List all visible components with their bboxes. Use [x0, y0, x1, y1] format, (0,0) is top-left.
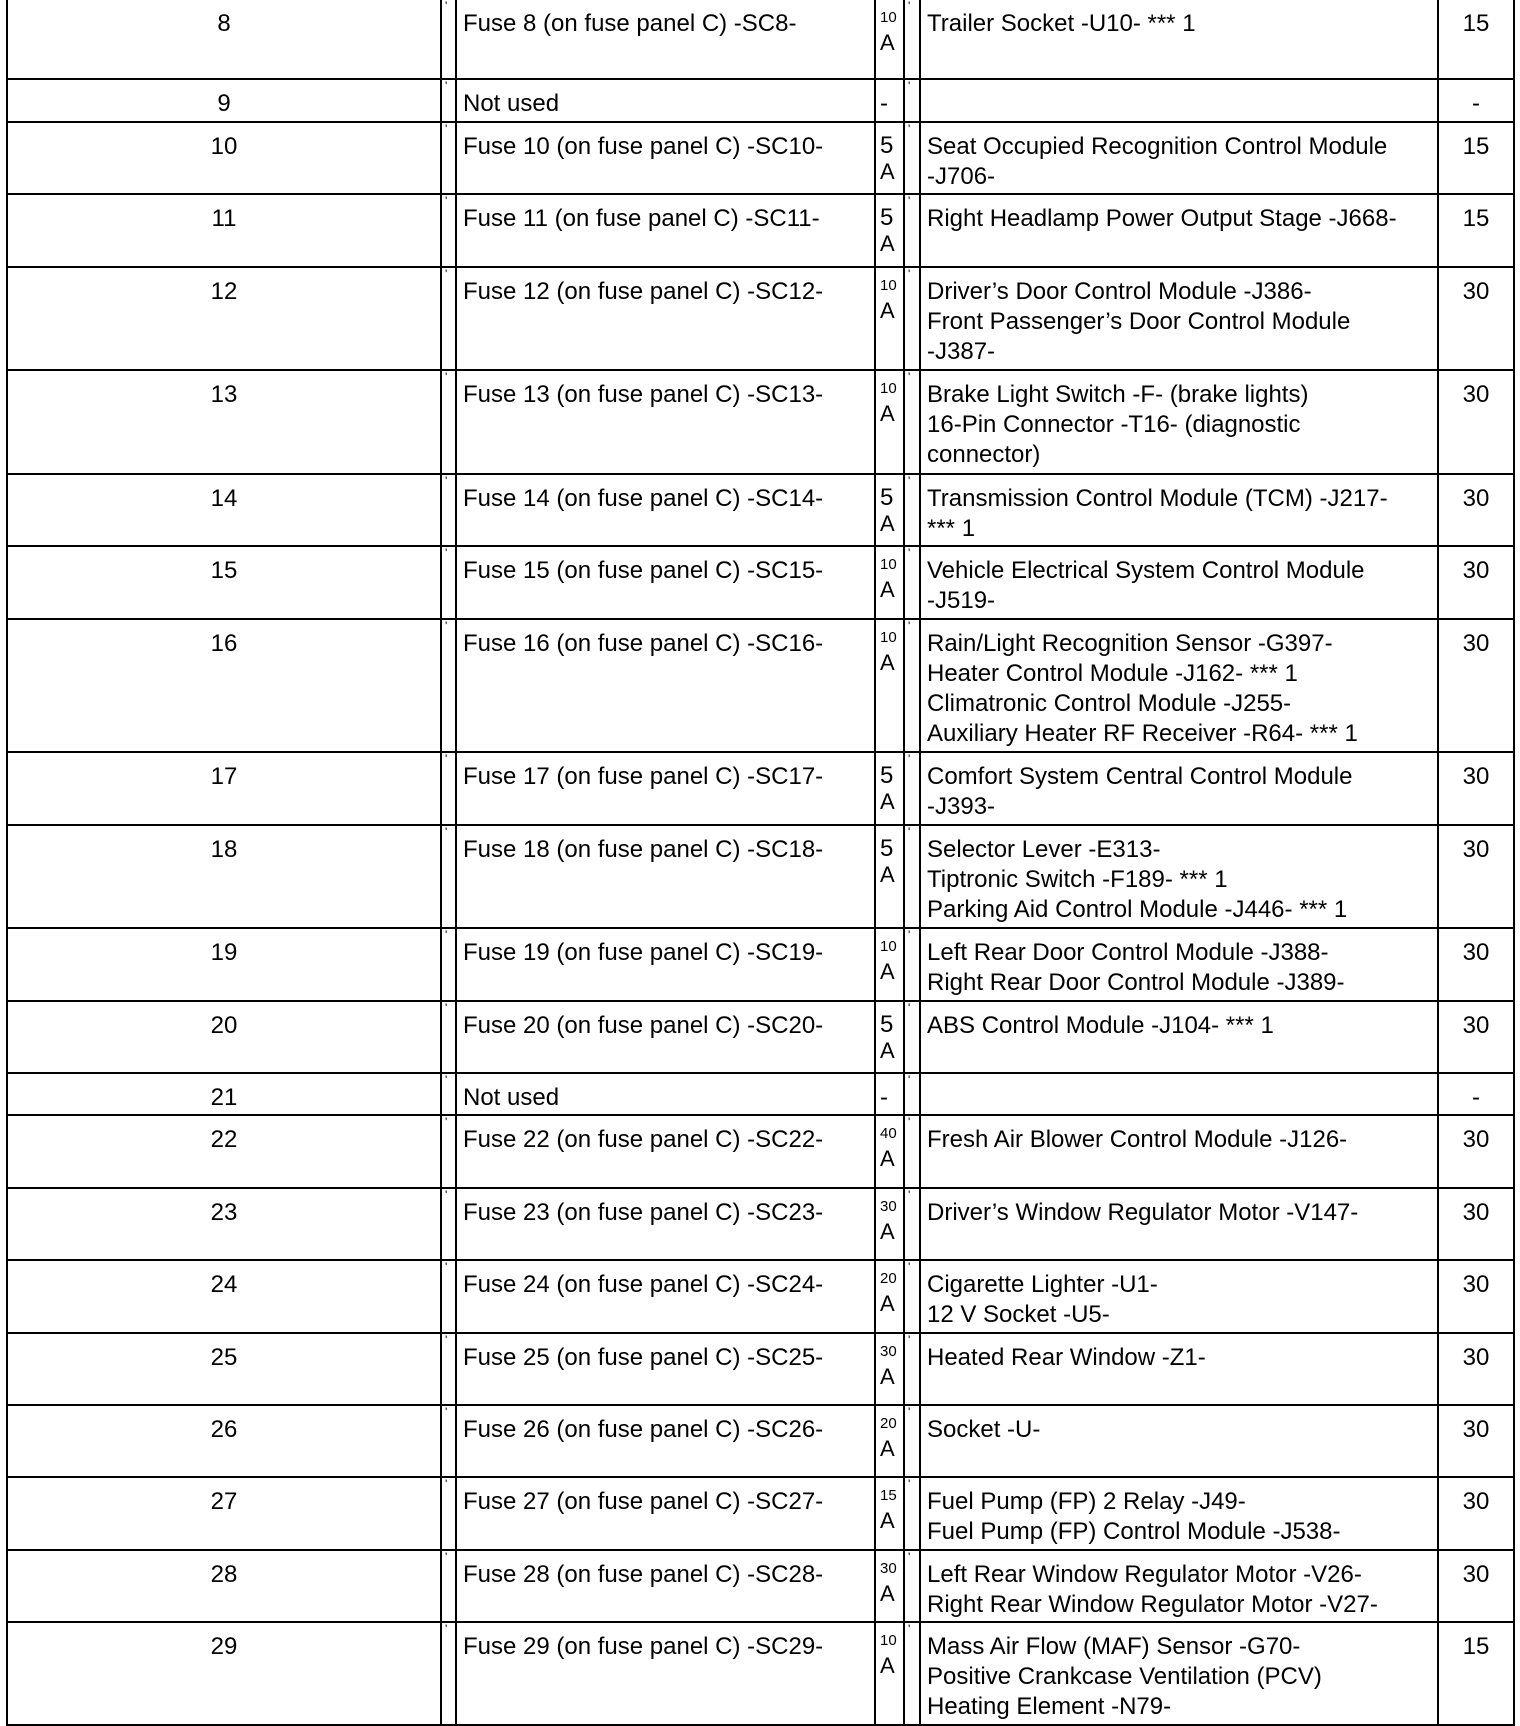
amperage-value: 30 — [880, 1197, 897, 1215]
component-line: 12 V Socket -U5- — [927, 1301, 1110, 1329]
fuse-number: 16 — [7, 619, 441, 753]
amperage-value: 10 — [880, 276, 897, 294]
cell-marker: ' — [441, 1001, 456, 1073]
cell-marker: ' — [441, 1622, 456, 1725]
table-row — [7, 122, 1514, 194]
terminal: 15 — [1438, 1622, 1514, 1725]
terminal: 30 — [1438, 825, 1514, 929]
component-line: Seat Occupied Recognition Control Module — [927, 132, 1388, 160]
terminal: 30 — [1438, 1333, 1514, 1405]
component-line: Trailer Socket -U10- *** 1 — [927, 10, 1196, 37]
table-row — [7, 1115, 1514, 1187]
component-line: Left Rear Window Regulator Motor -V26- — [927, 1560, 1362, 1588]
component-line: Socket -U- — [927, 1415, 1041, 1443]
protected-components — [920, 1333, 1438, 1405]
fuse-number: 28 — [7, 1550, 441, 1622]
cell-marker: ' — [441, 1260, 456, 1332]
cell-marker: ' — [904, 79, 920, 121]
protected-components — [920, 752, 1438, 824]
terminal: 30 — [1438, 1115, 1514, 1187]
fuse-description: Fuse 11 (on fuse panel C) -SC11- — [456, 194, 875, 266]
fuse-number: 27 — [7, 1477, 441, 1549]
cell-marker: ' — [904, 1188, 920, 1260]
amperage-unit: A — [880, 1037, 895, 1063]
cell-marker: ' — [904, 1622, 920, 1725]
cell-marker: ' — [441, 474, 456, 546]
amperage-value: 15 — [880, 1487, 897, 1505]
table-row — [7, 1188, 1514, 1260]
amperage-unit: A — [880, 1508, 895, 1534]
amperage-value: 5 — [880, 483, 894, 511]
table-row — [7, 619, 1514, 753]
table-row — [7, 825, 1514, 929]
fuse-table-body — [7, 0, 1514, 1725]
component-line: Brake Light Switch -F- (brake lights) — [927, 381, 1309, 409]
amperage-unit: A — [880, 1363, 895, 1389]
fuse-description: Fuse 8 (on fuse panel C) -SC8- — [456, 0, 875, 79]
fuse-number: 19 — [7, 928, 441, 1000]
protected-components — [920, 1622, 1438, 1725]
protected-components — [920, 370, 1438, 474]
fuse-amperage — [875, 1333, 904, 1405]
cell-marker: ' — [904, 0, 920, 79]
table-row — [7, 1477, 1514, 1549]
fuse-description: Not used — [456, 79, 875, 121]
fuse-number: 8 — [7, 0, 441, 79]
amperage-unit: A — [880, 789, 895, 815]
component-line: Tiptronic Switch -F189- *** 1 — [927, 865, 1228, 893]
amperage-value: 10 — [880, 1632, 897, 1650]
amperage-value: 10 — [880, 938, 897, 956]
component-line: Right Rear Door Control Module -J389- — [927, 969, 1345, 997]
fuse-description: Fuse 17 (on fuse panel C) -SC17- — [456, 752, 875, 824]
terminal: 30 — [1438, 1260, 1514, 1332]
protected-components — [920, 79, 1438, 121]
fuse-description: Fuse 26 (on fuse panel C) -SC26- — [456, 1405, 875, 1477]
amperage-value: 20 — [880, 1270, 897, 1288]
cell-marker: ' — [904, 1333, 920, 1405]
cell-marker: ' — [904, 122, 920, 194]
fuse-number: 18 — [7, 825, 441, 929]
component-line: Driver’s Window Regulator Motor -V147- — [927, 1198, 1359, 1226]
protected-components — [920, 1405, 1438, 1477]
cell-marker: ' — [904, 1115, 920, 1187]
cell-marker: ' — [904, 194, 920, 266]
fuse-description: Fuse 13 (on fuse panel C) -SC13- — [456, 370, 875, 474]
fuse-description: Fuse 19 (on fuse panel C) -SC19- — [456, 928, 875, 1000]
fuse-number: 14 — [7, 474, 441, 546]
component-line: Vehicle Electrical System Control Module — [927, 557, 1365, 585]
amperage-value: 10 — [880, 628, 897, 646]
fuse-amperage — [875, 825, 904, 929]
component-line: Fresh Air Blower Control Module -J126- — [927, 1126, 1348, 1154]
table-row — [7, 194, 1514, 266]
protected-components — [920, 825, 1438, 929]
terminal: 30 — [1438, 1001, 1514, 1073]
fuse-description: Fuse 18 (on fuse panel C) -SC18- — [456, 825, 875, 929]
terminal: 30 — [1438, 1188, 1514, 1260]
component-line: Cigarette Lighter -U1- — [927, 1271, 1158, 1299]
component-line: Front Passenger’s Door Control Module — [927, 307, 1351, 335]
fuse-number: 15 — [7, 546, 441, 618]
protected-components — [920, 546, 1438, 618]
amperage-unit: A — [880, 1218, 895, 1244]
table-row — [7, 752, 1514, 824]
fuse-description: Fuse 22 (on fuse panel C) -SC22- — [456, 1115, 875, 1187]
table-row — [7, 546, 1514, 618]
fuse-description: Fuse 29 (on fuse panel C) -SC29- — [456, 1622, 875, 1725]
fuse-description: Fuse 10 (on fuse panel C) -SC10- — [456, 122, 875, 194]
protected-components — [920, 194, 1438, 266]
table-row — [7, 370, 1514, 474]
table-row — [7, 1001, 1514, 1073]
fuse-description: Not used — [456, 1073, 875, 1115]
protected-components — [920, 1073, 1438, 1115]
table-row — [7, 0, 1514, 79]
amperage-unit: A — [880, 1653, 895, 1679]
amperage-value: 30 — [880, 1342, 897, 1360]
fuse-number: 25 — [7, 1333, 441, 1405]
fuse-description: Fuse 28 (on fuse panel C) -SC28- — [456, 1550, 875, 1622]
fuse-amperage — [875, 1622, 904, 1725]
protected-components — [920, 122, 1438, 194]
terminal: 15 — [1438, 122, 1514, 194]
component-line: -J706- — [927, 162, 996, 190]
component-line: Right Headlamp Power Output Stage -J668- — [927, 205, 1397, 233]
cell-marker: ' — [441, 752, 456, 824]
fuse-description: Fuse 16 (on fuse panel C) -SC16- — [456, 619, 875, 753]
component-line: Heater Control Module -J162- *** 1 — [927, 659, 1298, 687]
terminal: 30 — [1438, 1477, 1514, 1549]
component-line: 16-Pin Connector -T16- (diagnostic — [927, 411, 1301, 439]
fuse-amperage — [875, 0, 904, 79]
fuse-description: Fuse 12 (on fuse panel C) -SC12- — [456, 267, 875, 371]
cell-marker: ' — [441, 1550, 456, 1622]
table-row — [7, 474, 1514, 546]
terminal: 30 — [1438, 928, 1514, 1000]
cell-marker: ' — [441, 1477, 456, 1549]
cell-marker: ' — [441, 122, 456, 194]
amperage-unit: A — [880, 649, 895, 675]
protected-components — [920, 0, 1438, 79]
component-line: -J393- — [927, 793, 996, 821]
protected-components — [920, 619, 1438, 753]
table-row — [7, 928, 1514, 1000]
amperage-value: 5 — [880, 1010, 894, 1038]
protected-components — [920, 267, 1438, 371]
amperage-value: 10 — [880, 380, 897, 398]
fuse-description: Fuse 14 (on fuse panel C) -SC14- — [456, 474, 875, 546]
amperage-value: 40 — [880, 1125, 897, 1143]
amperage-unit: A — [880, 1435, 895, 1461]
cell-marker: ' — [904, 928, 920, 1000]
amperage-value: 20 — [880, 1414, 897, 1432]
terminal: 30 — [1438, 752, 1514, 824]
terminal: - — [1438, 1073, 1514, 1115]
amperage-unit: A — [880, 1146, 895, 1172]
amperage-unit: A — [880, 231, 895, 257]
amperage-unit: A — [880, 297, 895, 323]
fuse-description: Fuse 23 (on fuse panel C) -SC23- — [456, 1188, 875, 1260]
table-row — [7, 1622, 1514, 1725]
component-line: ABS Control Module -J104- *** 1 — [927, 1011, 1274, 1039]
amperage-value: 5 — [880, 834, 894, 862]
amperage-value: 10 — [880, 556, 897, 574]
terminal: 30 — [1438, 546, 1514, 618]
amperage-unit: A — [880, 510, 895, 536]
fuse-amperage — [875, 370, 904, 474]
cell-marker: ' — [904, 1405, 920, 1477]
component-line: *** 1 — [927, 514, 976, 542]
fuse-amperage — [875, 1260, 904, 1332]
amperage-unit: A — [880, 959, 895, 985]
amperage-unit: A — [880, 577, 895, 603]
fuse-amperage — [875, 1115, 904, 1187]
table-row — [7, 79, 1514, 121]
cell-marker: ' — [904, 1550, 920, 1622]
fuse-number: 13 — [7, 370, 441, 474]
cell-marker: ' — [441, 1115, 456, 1187]
component-line: Parking Aid Control Module -J446- *** 1 — [927, 895, 1348, 923]
component-line: Auxiliary Heater RF Receiver -R64- *** 1 — [927, 719, 1358, 747]
amperage-value: 5 — [880, 131, 894, 159]
component-line: Fuel Pump (FP) Control Module -J538- — [927, 1518, 1341, 1546]
terminal: 30 — [1438, 370, 1514, 474]
cell-marker: ' — [441, 370, 456, 474]
component-line: Transmission Control Module (TCM) -J217- — [927, 484, 1388, 512]
component-line: Selector Lever -E313- — [927, 835, 1161, 863]
cell-marker: ' — [441, 928, 456, 1000]
cell-marker: ' — [441, 267, 456, 371]
fuse-description: Fuse 27 (on fuse panel C) -SC27- — [456, 1477, 875, 1549]
table-row — [7, 1260, 1514, 1332]
cell-marker: ' — [904, 1260, 920, 1332]
fuse-description: Fuse 25 (on fuse panel C) -SC25- — [456, 1333, 875, 1405]
protected-components — [920, 474, 1438, 546]
fuse-number: 21 — [7, 1073, 441, 1115]
amperage-unit: A — [880, 30, 895, 55]
fuse-amperage — [875, 267, 904, 371]
protected-components — [920, 1115, 1438, 1187]
component-line: -J387- — [927, 337, 996, 365]
cell-marker: ' — [904, 1073, 920, 1115]
table-row — [7, 267, 1514, 371]
component-line: Climatronic Control Module -J255- — [927, 689, 1292, 717]
component-line: Positive Crankcase Ventilation (PCV) — [927, 1663, 1322, 1691]
cell-marker: ' — [904, 752, 920, 824]
amperage-value: 5 — [880, 762, 894, 790]
fuse-amperage — [875, 122, 904, 194]
table-row — [7, 1073, 1514, 1115]
amperage-value: 10 — [880, 9, 897, 26]
cell-marker: ' — [904, 267, 920, 371]
terminal: 30 — [1438, 1405, 1514, 1477]
fuse-amperage — [875, 1550, 904, 1622]
protected-components — [920, 1260, 1438, 1332]
cell-marker: ' — [441, 1333, 456, 1405]
cell-marker: ' — [441, 1188, 456, 1260]
cell-marker: ' — [904, 619, 920, 753]
cell-marker: ' — [904, 1001, 920, 1073]
fuse-amperage — [875, 928, 904, 1000]
cell-marker: ' — [441, 1073, 456, 1115]
component-line: Mass Air Flow (MAF) Sensor -G70- — [927, 1633, 1301, 1661]
terminal: 30 — [1438, 474, 1514, 546]
terminal: 15 — [1438, 194, 1514, 266]
protected-components — [920, 1477, 1438, 1549]
cell-marker: ' — [904, 370, 920, 474]
cell-marker: ' — [441, 546, 456, 618]
fuse-amperage — [875, 194, 904, 266]
cell-marker: ' — [904, 474, 920, 546]
fuse-amperage — [875, 1073, 904, 1115]
fuse-description: Fuse 24 (on fuse panel C) -SC24- — [456, 1260, 875, 1332]
fuse-number: 24 — [7, 1260, 441, 1332]
amperage-unit: A — [880, 1291, 895, 1317]
fuse-amperage — [875, 1001, 904, 1073]
component-line: Left Rear Door Control Module -J388- — [927, 939, 1329, 967]
fuse-amperage — [875, 1477, 904, 1549]
amperage-value: 30 — [880, 1559, 897, 1577]
protected-components — [920, 1001, 1438, 1073]
cell-marker: ' — [441, 619, 456, 753]
component-line: Comfort System Central Control Module — [927, 763, 1353, 791]
fuse-amperage — [875, 752, 904, 824]
fuse-number: 12 — [7, 267, 441, 371]
component-line: Fuel Pump (FP) 2 Relay -J49- — [927, 1488, 1246, 1516]
table-row — [7, 1333, 1514, 1405]
component-line: Right Rear Window Regulator Motor -V27- — [927, 1590, 1378, 1618]
fuse-number: 11 — [7, 194, 441, 266]
fuse-number: 20 — [7, 1001, 441, 1073]
cell-marker: ' — [441, 1405, 456, 1477]
protected-components — [920, 1550, 1438, 1622]
fuse-amperage — [875, 546, 904, 618]
amperage-unit: A — [880, 401, 895, 427]
fuse-amperage — [875, 474, 904, 546]
fuse-description: Fuse 15 (on fuse panel C) -SC15- — [456, 546, 875, 618]
cell-marker: ' — [904, 825, 920, 929]
terminal: 30 — [1438, 267, 1514, 371]
terminal: 30 — [1438, 619, 1514, 753]
fuse-amperage — [875, 1188, 904, 1260]
amperage-value: - — [880, 90, 888, 118]
cell-marker: ' — [441, 825, 456, 929]
fuse-number: 29 — [7, 1622, 441, 1725]
table-row — [7, 1550, 1514, 1622]
cell-marker: ' — [904, 1477, 920, 1549]
component-line: Heated Rear Window -Z1- — [927, 1343, 1206, 1371]
component-line: Driver’s Door Control Module -J386- — [927, 277, 1312, 305]
cell-marker: ' — [441, 0, 456, 79]
component-line: Rain/Light Recognition Sensor -G397- — [927, 629, 1333, 657]
fuse-number: 10 — [7, 122, 441, 194]
fuse-number: 9 — [7, 79, 441, 121]
component-line: -J519- — [927, 587, 996, 615]
fuse-amperage — [875, 79, 904, 121]
fuse-amperage — [875, 619, 904, 753]
amperage-value: 5 — [880, 204, 894, 232]
component-line: Heating Element -N79- — [927, 1693, 1172, 1721]
amperage-value: - — [880, 1084, 888, 1112]
fuse-number: 17 — [7, 752, 441, 824]
cell-marker: ' — [441, 194, 456, 266]
amperage-unit: A — [880, 1580, 895, 1606]
terminal: - — [1438, 79, 1514, 121]
fuse-number: 23 — [7, 1188, 441, 1260]
component-line: connector) — [927, 441, 1041, 469]
fuse-amperage — [875, 1405, 904, 1477]
fuse-number: 22 — [7, 1115, 441, 1187]
amperage-unit: A — [880, 861, 895, 887]
cell-marker: ' — [904, 546, 920, 618]
fuse-number: 26 — [7, 1405, 441, 1477]
amperage-unit: A — [880, 158, 895, 184]
fuse-description: Fuse 20 (on fuse panel C) -SC20- — [456, 1001, 875, 1073]
cell-marker: ' — [441, 79, 456, 121]
fuse-table — [6, 0, 1515, 1726]
terminal: 15 — [1438, 0, 1514, 79]
protected-components — [920, 1188, 1438, 1260]
terminal: 30 — [1438, 1550, 1514, 1622]
table-row — [7, 1405, 1514, 1477]
protected-components — [920, 928, 1438, 1000]
